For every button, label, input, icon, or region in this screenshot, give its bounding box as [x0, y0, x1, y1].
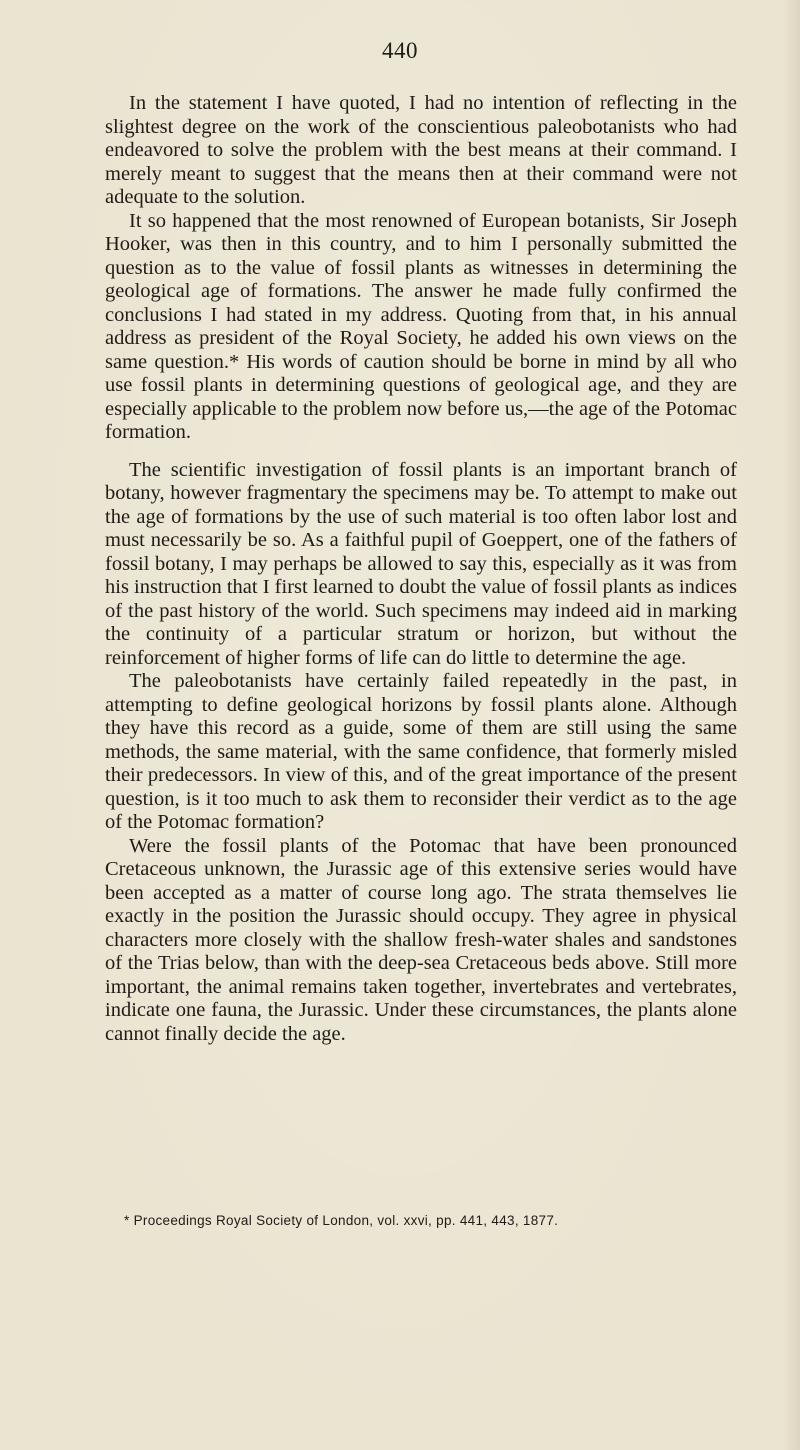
- paragraph-intent: In the statement I have quoted, I had no intention of reflecting in the slightest degree on the work of the conscientious paleobotanists who had endeavored to solve the problem with the best means at their command. I merely meant to suggest that the means then at their command were not adequate to the solution.: [105, 92, 737, 208]
- page-number: 440: [382, 38, 418, 63]
- paragraph-paleobotanists: The paleobotanists have certainly failed repeatedly in the past, in attempting to define geological horizons by fossil plants alone. Although they have this record as a guide, some of them are still using the same methods, the same material, with the same confidence, that formerly misled their predecessors. In view of this, and of the great importance of the present question, is it too much to ask them to reconsider their verdict as to the age of the Potomac formation?: [105, 670, 737, 833]
- page-edge-shadow: [782, 0, 800, 1450]
- paragraph-fossil-plants: The scientific investigation of fossil plants is an important branch of botany, however fragmentary the specimens may be. To attempt to make out the age of formations by the use of such material is too often labor lost and must necessarily be so. As a faithful pupil of Goeppert, one of the fathers of fossil botany, I may perhaps be allowed to say this, especially as it was from his instruction that I first learned to doubt the value of fossil plants as indices of the past history of the world. Such specimens may indeed aid in marking the continuity of a particular stratum or horizon, but without the reinforcement of higher forms of life can do little to determine the age.: [105, 458, 737, 669]
- footnote: * Proceedings Royal Society of London, vol. xxvi, pp. 441, 443, 1877.: [124, 1213, 559, 1228]
- paragraph-hooker: It so happened that the most renowned of European botanists, Sir Joseph Hooker, was then in this country, and to him I personally submitted the question as to the value of fossil plants as witnesses in determining the geological age of formations. The answer he made fully confirmed the conclusions I had stated in my address. Quoting from that, in his annual address as president of the Royal Society, he added his own views on the same question.* His words of caution should be borne in mind by all who use fossil plants in determining questions of geological age, and they are especially applicable to the problem now before us,—the age of the Potomac formation.: [105, 209, 737, 443]
- body-text: [105, 92, 737, 1046]
- paragraph-jurassic: Were the fossil plants of the Potomac that have been pronounced Cretaceous unknown, the Jurassic age of this extensive series would have been accepted as a matter of course long ago. The strata themselves lie exactly in the position the Jurassic should occupy. They agree in physical characters more closely with the shallow fresh-water shales and sandstones of the Trias below, than with the deep-sea Cretaceous beds above. Still more important, the animal remains taken together, invertebrates and vertebrates, indicate one fauna, the Jurassic. Under these circumstances, the plants alone cannot finally decide the age.: [105, 834, 737, 1045]
